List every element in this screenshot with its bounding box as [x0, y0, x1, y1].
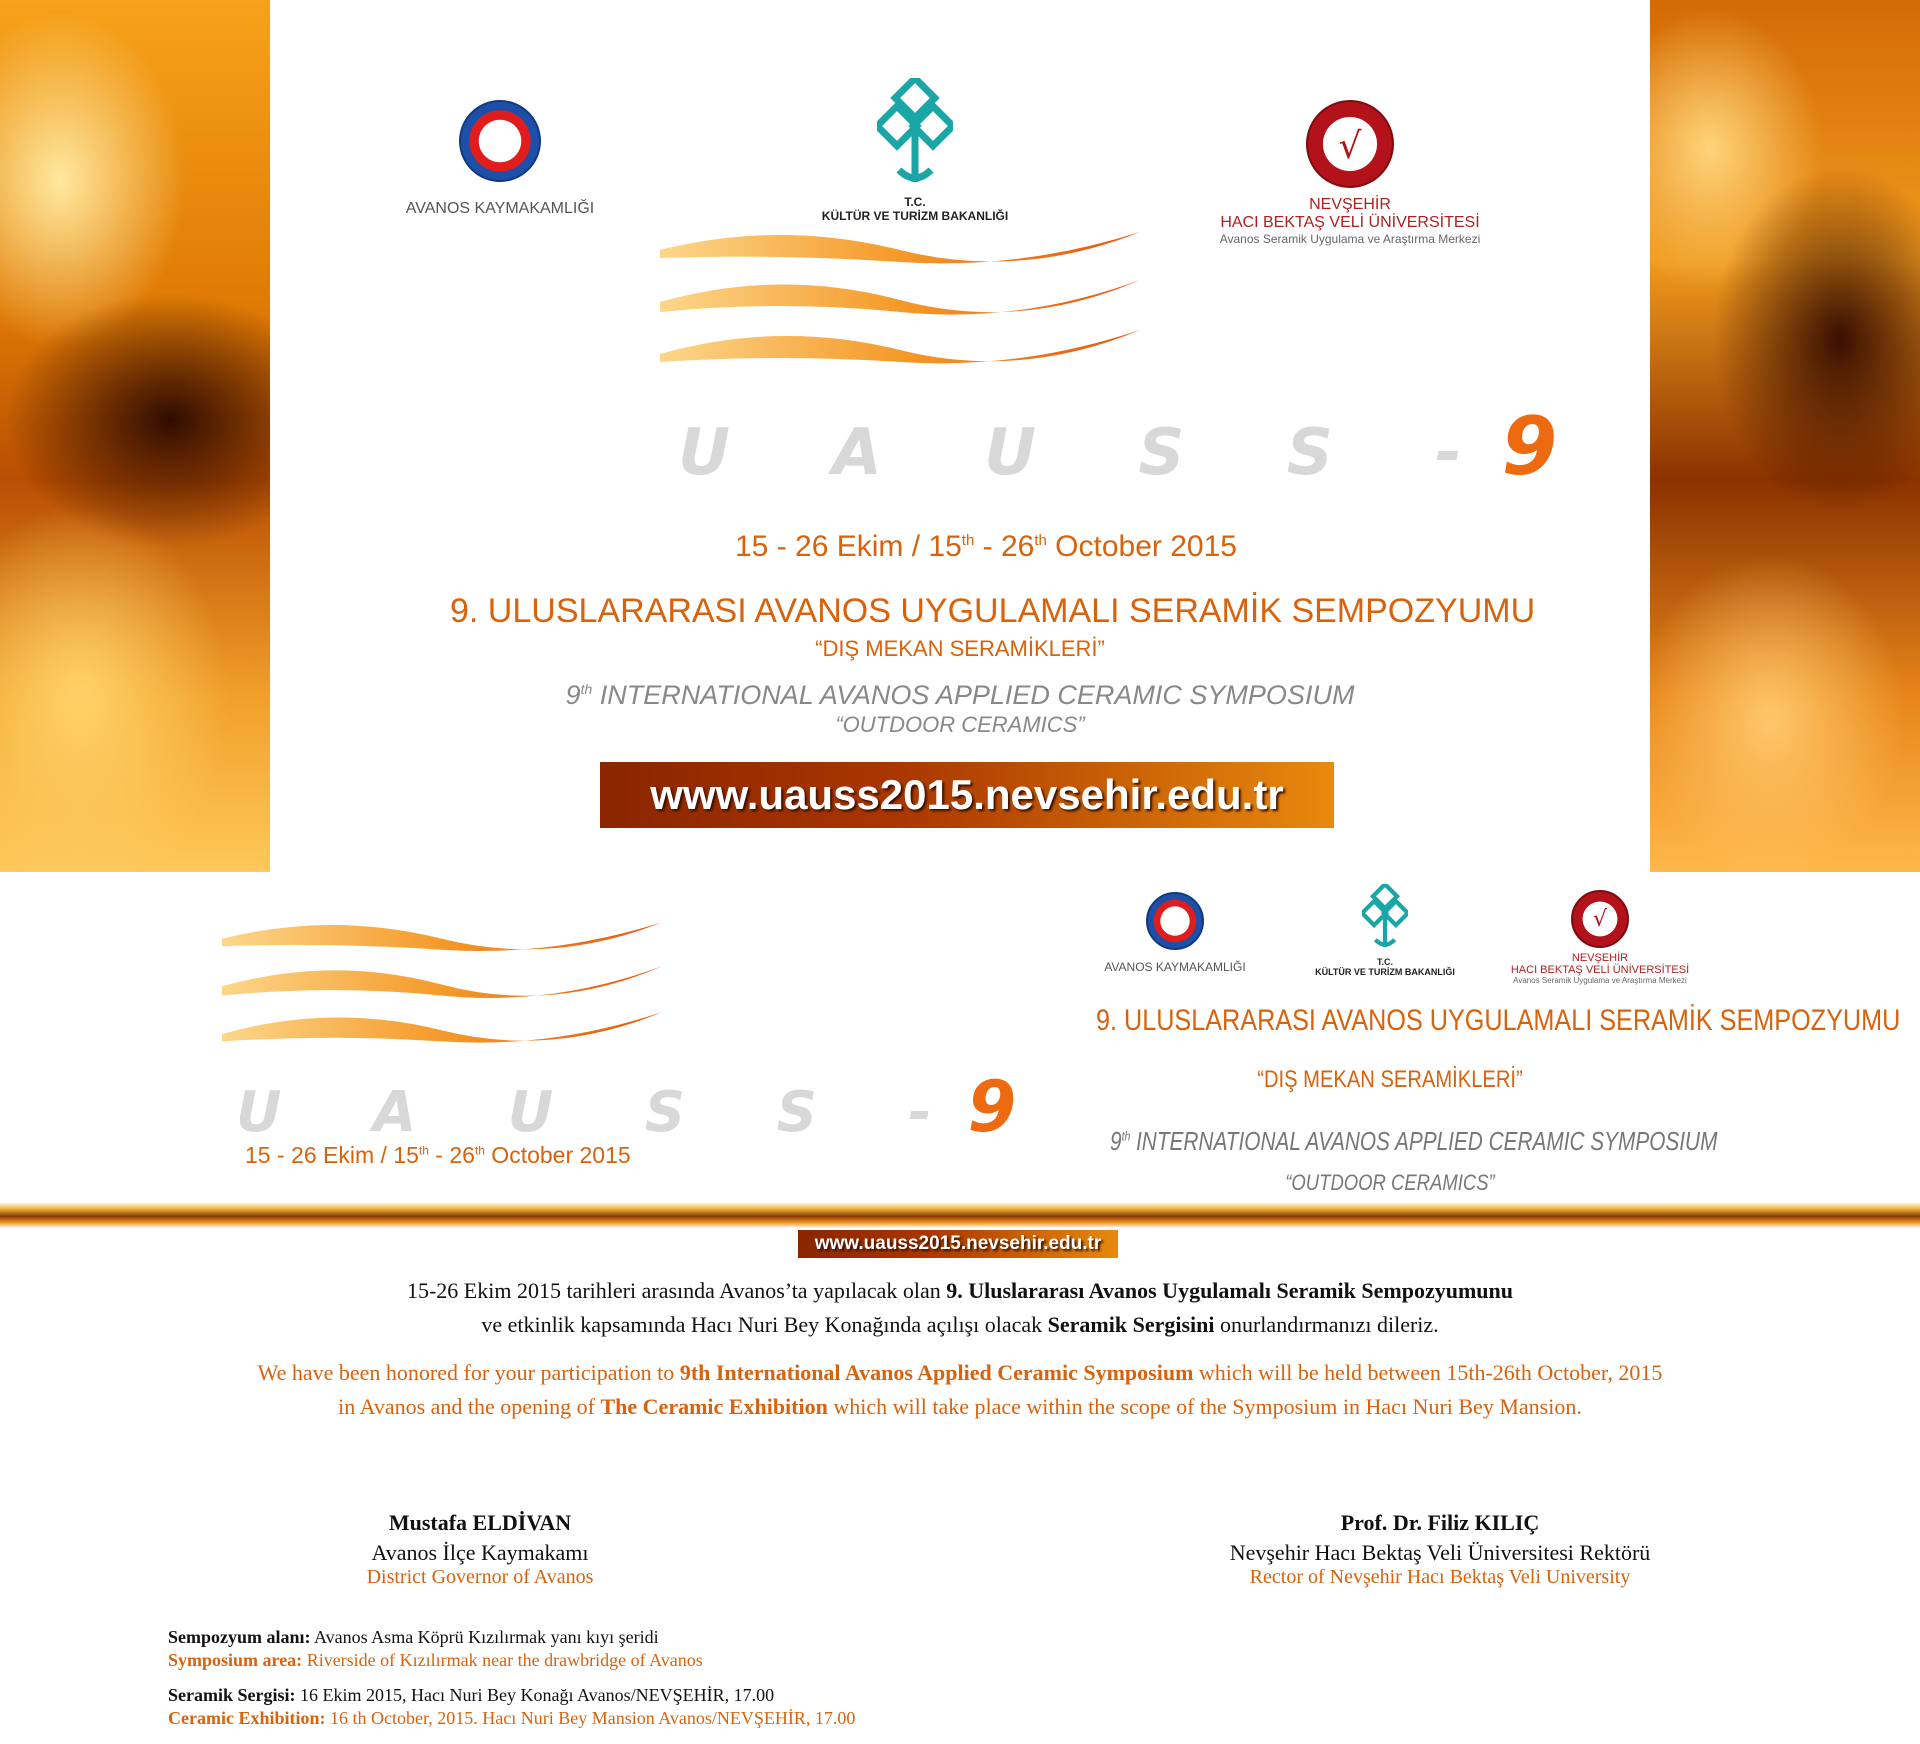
university-city-small: NEVŞEHİR — [1571, 952, 1629, 964]
event-dates — [735, 530, 1237, 564]
flame-swoosh-icon-small — [222, 910, 662, 1050]
invitation-tr-bold-1: 9. Uluslararası Avanos Uygulamalı Seramik Sempozyumunu — [946, 1278, 1514, 1303]
dates-part-1: 15 - 26 Ekim / 15 — [735, 530, 962, 563]
dates-part-3: October 2015 — [1046, 530, 1237, 563]
flame-swoosh-icon — [660, 220, 1140, 370]
symposium-area-en — [168, 1649, 703, 1671]
governorship-logo-small — [1090, 892, 1260, 974]
title-tr: 9. ULUSLARARASI AVANOS UYGULAMALI SERAMİK SEMPOZYUMU — [450, 592, 1536, 630]
university-logo — [1190, 100, 1510, 246]
signatory-title-tr: Avanos İlçe Kaymakamı — [371, 1540, 589, 1565]
detail-label: Sempozyum alanı: — [168, 1627, 311, 1647]
ministry-knot-icon-small — [1362, 884, 1408, 952]
fire-image-right — [1650, 0, 1920, 872]
university-center-small: Avanos Seramik Uygulama ve Araştırma Merkezi — [1513, 976, 1687, 985]
detail-value: Riverside of Kızılırmak near the drawbridge of Avanos — [302, 1650, 703, 1670]
title-en-text: INTERNATIONAL AVANOS APPLIED CERAMIC SYMPOSIUM — [592, 680, 1355, 710]
dates-small-part-3: October 2015 — [484, 1142, 631, 1168]
university-center: Avanos Seramik Uygulama ve Araştırma Merkezi — [1219, 232, 1481, 246]
subtitle-en-small: “OUTDOOR CERAMICS” — [1285, 1170, 1495, 1195]
uauss-letters-small: U A U S S - — [236, 1080, 968, 1145]
uauss-letters: U A U S S - — [678, 416, 1502, 490]
dates-small-sup-1: th — [418, 1143, 429, 1158]
symposium-area-tr — [168, 1626, 659, 1648]
exhibition-en — [168, 1707, 855, 1729]
invitation-tr-text-1: 15-26 Ekim 2015 tarihleri arasında Avanos’ta yapılacak olan — [406, 1278, 947, 1303]
ministry-tc-label: T.C. — [904, 195, 926, 209]
dates-sup-1: th — [961, 532, 975, 549]
governorship-label-small: AVANOS KAYMAKAMLIĞI — [1104, 960, 1246, 974]
ministry-knot-icon — [877, 78, 953, 190]
detail-label: Seramik Sergisi: — [168, 1685, 296, 1705]
university-seal-icon-small — [1571, 890, 1629, 948]
dates-small-part-2: - 26 — [428, 1142, 475, 1168]
uauss-number-small: 9 — [967, 1066, 1053, 1148]
title-en-sup: th — [580, 681, 593, 697]
title-tr-small: 9. ULUSLARARASI AVANOS UYGULAMALI SERAMİK SEMPOZYUMU — [1096, 1004, 1901, 1037]
signatory-name: Mustafa ELDİVAN — [388, 1510, 572, 1535]
ministry-logo-small — [1300, 884, 1470, 977]
uauss-logo-text — [678, 400, 1597, 493]
signatory-name: Prof. Dr. Filiz KILIÇ — [1340, 1510, 1540, 1535]
subtitle-en: “OUTDOOR CERAMICS” — [835, 712, 1085, 737]
uauss-logo-text-small — [236, 1066, 1052, 1148]
title-en-small — [1110, 1126, 1718, 1157]
invitation-en — [100, 1356, 1820, 1424]
invitation-en-text-4: which will take place within the scope of the Symposium in Hacı Nuri Bey Mansion. — [827, 1394, 1582, 1419]
website-link[interactable]: www.uauss2015.nevsehir.edu.tr — [600, 762, 1334, 828]
dates-small-sup-2: th — [474, 1143, 485, 1158]
governorship-seal-icon-small — [1146, 892, 1204, 950]
invitation-tr-text-3: onurlandırmanızı dileriz. — [1214, 1312, 1439, 1337]
invitation-en-text-1: We have been honored for your participation to — [257, 1360, 680, 1385]
governorship-label: AVANOS KAYMAKAMLIĞI — [405, 200, 595, 217]
invitation-en-bold-2: The Ceramic Exhibition — [600, 1394, 828, 1419]
ministry-name-label: KÜLTÜR VE TURİZM BAKANLIĞI — [821, 209, 1009, 223]
detail-value: 16 th October, 2015. Hacı Nuri Bey Mansion Avanos/NEVŞEHİR, 17.00 — [325, 1708, 856, 1728]
signatory-title-en: District Governor of Avanos — [366, 1566, 594, 1588]
dates-part-2: - 26 — [974, 530, 1035, 563]
banner-center-panel — [270, 0, 1650, 872]
invitation-en-text-2: which will be held between 15th-26th October, 2015 — [1193, 1360, 1663, 1385]
fire-image-left — [0, 0, 270, 872]
signatory-rector — [1140, 1508, 1740, 1592]
university-seal-icon — [1306, 100, 1394, 188]
governorship-logo — [380, 100, 620, 218]
invitation-en-text-3: in Avanos and the opening of — [338, 1394, 601, 1419]
university-logo-small — [1500, 890, 1700, 985]
invitation-en-bold-1: 9th International Avanos Applied Ceramic Symposium — [679, 1360, 1194, 1385]
governorship-seal-icon — [459, 100, 541, 182]
title-en-number: 9 — [565, 680, 581, 710]
detail-label: Symposium area: — [168, 1650, 303, 1670]
title-en-small-sup: th — [1121, 1128, 1131, 1144]
title-en-small-text: INTERNATIONAL AVANOS APPLIED CERAMIC SYMPOSIUM — [1130, 1126, 1718, 1156]
signatory-title-en: Rector of Nevşehir Hacı Bektaş Veli University — [1249, 1566, 1631, 1588]
signatory-governor — [270, 1508, 690, 1592]
university-name-small: HACI BEKTAŞ VELİ ÜNİVERSİTESİ — [1510, 964, 1690, 976]
subtitle-tr-small: “DIŞ MEKAN SERAMİKLERİ” — [1257, 1066, 1523, 1093]
event-dates-small — [245, 1142, 631, 1169]
invitation-tr-text-2: ve etkinlik kapsamında Hacı Nuri Bey Konağında açılışı olacak — [481, 1312, 1048, 1337]
university-city: NEVŞEHİR — [1309, 196, 1391, 213]
detail-value: Avanos Asma Köprü Kızılırmak yanı kıyı şeridi — [310, 1627, 659, 1647]
invitation-tr-bold-2: Seramik Sergisini — [1047, 1312, 1215, 1337]
ministry-logo — [800, 78, 1030, 223]
title-en — [450, 680, 1470, 711]
subtitle-tr: “DIŞ MEKAN SERAMİKLERİ” — [815, 636, 1105, 661]
fire-divider-strip — [0, 1202, 1920, 1228]
dates-small-part-1: 15 - 26 Ekim / 15 — [245, 1142, 419, 1168]
ministry-tc-label-small: T.C. — [1376, 957, 1393, 967]
title-en-small-number: 9 — [1110, 1126, 1122, 1156]
detail-value: 16 Ekim 2015, Hacı Nuri Bey Konağı Avanos/NEVŞEHİR, 17.00 — [295, 1685, 775, 1705]
signatory-title-tr: Nevşehir Hacı Bektaş Veli Üniversitesi Rektörü — [1229, 1540, 1651, 1565]
exhibition-tr — [168, 1684, 774, 1706]
university-name: HACI BEKTAŞ VELİ ÜNİVERSİTESİ — [1220, 214, 1480, 231]
detail-label: Ceramic Exhibition: — [168, 1708, 326, 1728]
ministry-name-label-small: KÜLTÜR VE TURİZM BAKANLIĞI — [1315, 967, 1455, 977]
website-link-small[interactable]: www.uauss2015.nevsehir.edu.tr — [798, 1230, 1118, 1258]
uauss-number: 9 — [1501, 400, 1598, 493]
invitation-tr — [100, 1274, 1820, 1342]
dates-sup-2: th — [1034, 532, 1047, 549]
